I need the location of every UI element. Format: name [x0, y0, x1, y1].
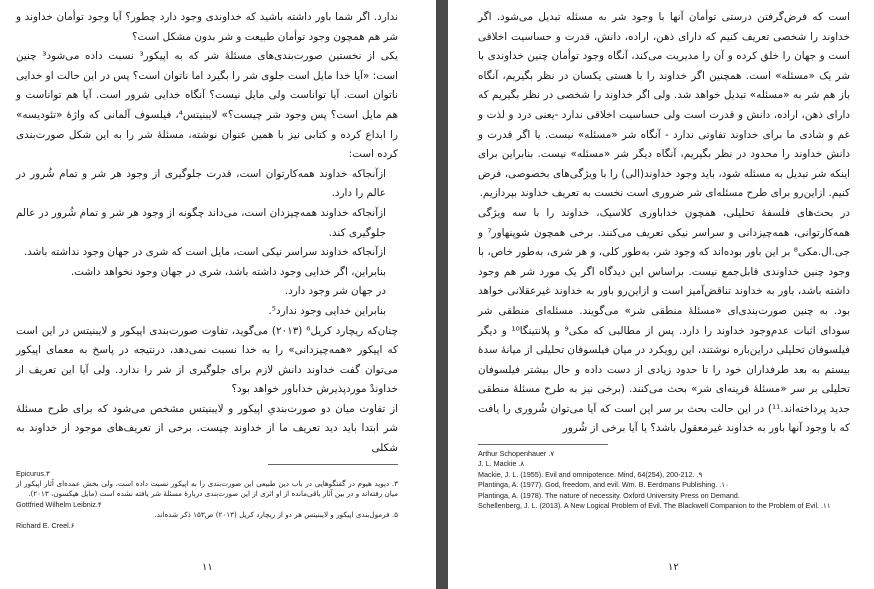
paragraph: در بحث‌های فلسفهٔ تحلیلی، همچون خداباوری کلاسیک، خداوند را با سه ویژگی همه‌کارتوانی، همه‌چیزدانی و سراسر نیکی تعریف می‌کنند. برخی همچون شوپنهاور⁷ و جی.ال.مکی⁸ بر این باور بوده‌اند که وجود شر، به‌طور کلی، و هر شری، به‌طور خاص، با وجود چنین خداوندی قابل‌جمع نیست. براساس این دیدگاه اگر یک مورد شر هم وجود داشته باشد، باور به خداوند تناقض‌آمیز است و ازاین‌رو باور به خداوند غیرعقلانی خواهد بود. به چنین صورت‌بندی‌ای «مسئلهٔ منطقی شر» می‌گویند. مسئله‌ای منطقی شر سودای اثبات عدم‌وجود خداوند را دارد. پس از مطالبی که مکی⁹ و پلانتینگا¹⁰ و دیگر فیلسوفان تحلیلی دراین‌باره نوشتند، این رویکرد در میان فیلسوفان تحلیلی از میانهٔ سدهٔ بیستم به بعد طرفداران خود را تا حدود زیادی از دست داده و حال بیشتر فیلسوفان تحلیلی بر سر «مسئلهٔ قرینه‌ای شر» بحث می‌کنند. (برخی نیز به طرح مسئلهٔ منطقی جدید پرداخته‌اند.¹¹) در این حالت بحث بر سر این است که آیا می‌توان شُروری را یافت که با وجود آنها باور به خداوند غیرمعقول باشد؟ یا آیا برخی از شُرور [478, 206, 851, 435]
footnote: ۳. دیوید هیوم در گفتگوهایی در باب دین طبیعی این صورت‌بندی را به اپیکور نسبت داده است، ولی بخش عمده‌ای آثار اپیکور از میان رفته‌اند و در بین آثار باقی‌مانده از او اثری از این صورت‌بندی دربارهٔ مسئلهٔ شر یافته نشده است (مایل هیکسون، ۲۰۱۳). [16, 479, 398, 499]
page-number: ۱۲ [668, 562, 679, 573]
footnote: J. L. Mackie .۸ [478, 459, 525, 469]
paragraph: چنان‌که ریچارد کریل⁶ (۲۰۱۳) می‌گوید، تفاوت صورت‌بندی اپیکور و لایبنیتس در این است که اپیکور «همه‌چیزدانی» را به خدا نسبت نمی‌دهد، درنتیجه در پاسخ به معمای اپیکور می‌توان گفت خداوند دانش لازم برای جلوگیری از شر را ندارد. ولی آیا این تعریف از خداوندْ موردپذیرش خداباور خواهد بود؟ [16, 324, 398, 396]
paragraph: است که فرض‌گرفتن درستی توأمان آنها با وجود شر به مسئله تبدیل می‌شود. اگر خداوند را شخصی تعریف کنیم که دارای ذهن، اراده، دانش، قدرت و حساسیت اخلاقی است و جهان را خلق کرده و آن را مدیریت می‌کند، آنگاه وجود توأمان چنین خداوندی با شر یک «مسئله» است. همچنین اگر خداوند را با هستی یکسان در نظر بگیریم، آنگاه باز هم شر به «مسئله» تبدیل خواهد شد. ولی اگر خداوند را شخصی در نظر بگیریم که دارای ذهن، اراده، دانش و قدرت است ولی حساسیت اخلاقی ندارد -یعنی درد و لذت و غم و شادی ما برای خداوند تفاوتی ندارد - آنگاه شر «مسئله» نیست. یا اگر قدرت و دانش خداوند را محدود در نظر بگیریم، آنگاه دیگر شر «مسئله» نیست. بنابراین برای اینکه شر تبدیل به مسئله شود، باید وجود خداوند(الی) را با ویژگی‌های بخصوصی، فرض کنیم. ازاین‌رو برای طرح مسئله‌ای شر ضروری است نخست به تعریف خداوند بپردازیم. [478, 11, 850, 200]
footnote: ۵. فرمول‌بندی اپیکور و لایبنیتس هر دو از ریچارد کریل (۲۰۱۳) ص۱۵۳ ذکر شده‌اند. [154, 510, 398, 520]
footnote-rule [268, 464, 398, 465]
list-item: در جهان شر وجود دارد. [284, 285, 386, 298]
footnote: Mackie, J. L. (1955). Evil and omnipotence. Mind, 64(254), 200-212. .۹ [478, 469, 703, 479]
list-item: بنابراین، اگر خدایی وجود داشته باشد، شری در جهان وجود نخواهد داشت. [70, 265, 386, 278]
right-page [448, 0, 874, 589]
footnote-rule [478, 444, 608, 445]
footnote: Schellenberg, J. L. (2013). A New Logical Problem of Evil. The Blackwell Companion to the Problem of Evil. .۱۱ [478, 501, 831, 511]
list-item: بنابراین خدایی وجود ندارد⁵. [268, 304, 386, 317]
paragraph: از تفاوت میان دو صورت‌بندیِ اپیکور و لایبنیتس مشخص می‌شود که برای طرح مسئلهٔ شر ابتدا باید دید تعریف ما از خداوند چیست. برخی از تعریف‌های موجود از خداوند به شکلی [16, 402, 398, 455]
footnote: Richard E. Creel.۶ [16, 520, 75, 530]
right-page-body [478, 8, 850, 439]
footnote: Arthur Schopenhauer .۷ [478, 449, 555, 459]
footnote: Gottfried Wilhelm Leibniz.۴ [16, 499, 102, 509]
left-page-body [16, 8, 398, 459]
footnote: Epicurus.۳ [16, 468, 50, 478]
footnote: Plantinga, A. (1977). God, freedom, and evil. Wm. B. Eerdmans Publishing. .۱۰ [478, 480, 730, 490]
page-number: ۱۱ [202, 562, 213, 573]
paragraph: ندارد. اگر شما باور داشته باشید که خداوندی وجود دارد چطور؟ آیا وجود توأمان خداوند و شر هم همچون وجود توأمان طبیعت و شر بدون مشکل است؟ [16, 11, 398, 43]
list-item: ازآنجاکه خداوند همه‌چیزدان است، می‌داند چگونه از وجود هر شر و تمام شُرور در عالم جلوگیری کند. [16, 206, 386, 239]
paragraph: یکی از نخستین صورت‌بندی‌های مسئلهٔ شر که به اپیکور³ نسبت داده می‌شود³ چنین است: «آیا خدا مایل است جلوی شر را بگیرد اما ناتوان است؟ پس در این حالت او خدایی ناتوان است. آیا تواناست ولی مایل نیست؟ آنگاه خدایی شرور است. آیا هم تواناست و هم مایل است؟ پس وجود شر چیست؟» لایبنیتس⁴، فیلسوف آلمانی که واژهٔ «تئودیسه» را ابداع کرده و کتابی نیز با همین عنوان نوشته، مسئلهٔ شر را به این شکل صورت‌بندی کرده است: [16, 50, 399, 161]
footnote: Plantinga, A. (1978). The nature of necessity. Oxford University Press on Demand. [478, 490, 740, 500]
left-page [0, 0, 436, 589]
list-item: ازآنجاکه خداوند سراسر نیکی است، مایل است که شری در جهان وجود نداشته باشد. [23, 246, 386, 259]
book-gutter [436, 0, 448, 589]
list-item: ازآنجاکه خداوند همه‌کارتوان است، قدرت جلوگیری از وجود هر شر و تمام شُرور در عالم را دارد. [16, 167, 386, 200]
footnotes [16, 469, 398, 531]
footnotes [478, 449, 850, 511]
